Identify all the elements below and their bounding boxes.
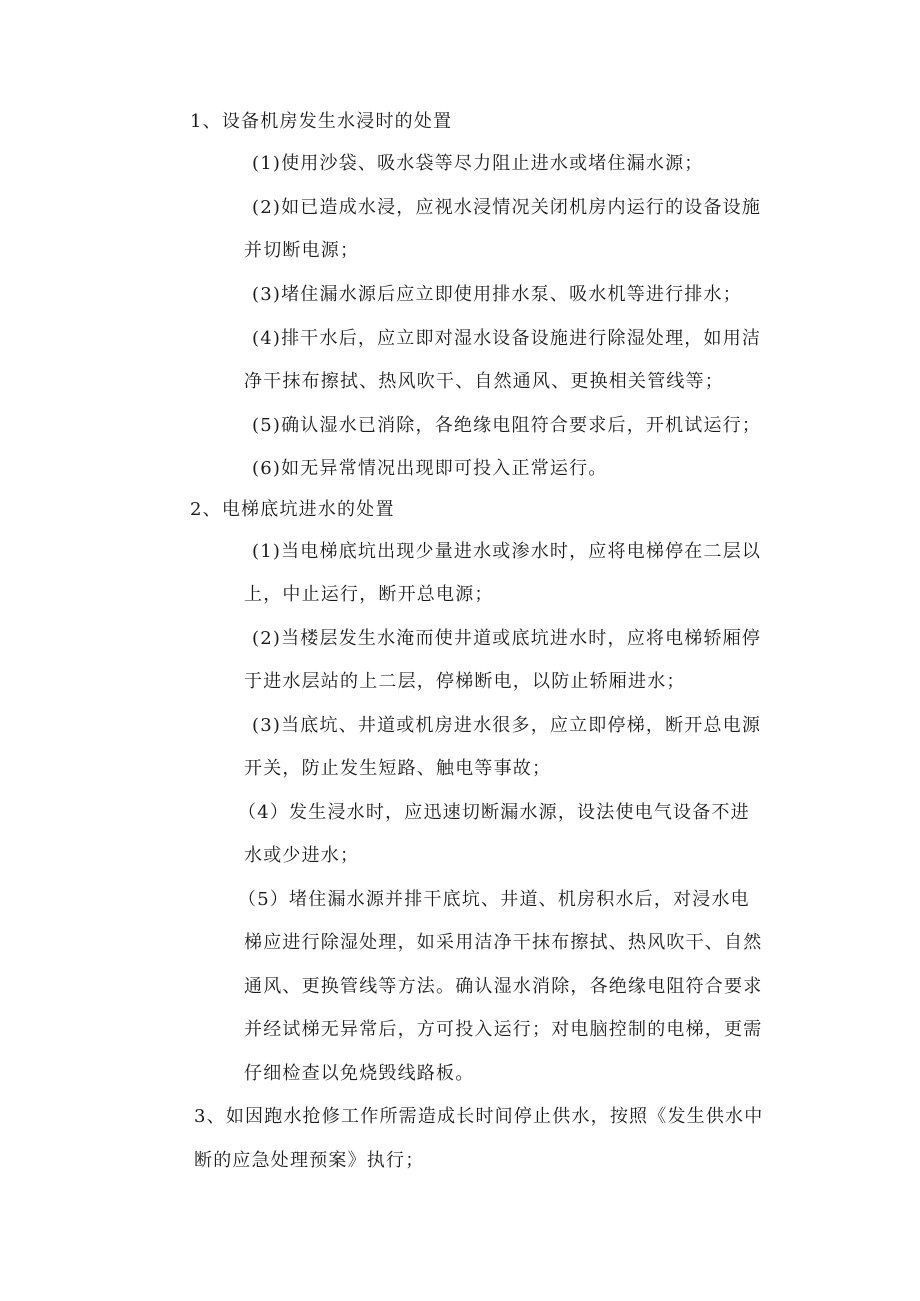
section-2-item-3-cont: 开关，防止发生短路、触电等事故； bbox=[244, 758, 552, 779]
section-1-item-4: (4)排干水后，应立即对湿水设备设施进行除湿处理，如用洁 bbox=[252, 328, 762, 349]
section-1-item-2-cont: 并切断电源； bbox=[244, 240, 360, 261]
section-2-item-4-cont: 水或少进水； bbox=[244, 845, 360, 866]
section-2-heading: 2、电梯底坑进水的处置 bbox=[190, 499, 395, 520]
section-2-item-2: (2)当楼层发生水淹而使井道或底坑进水时，应将电梯轿厢停 bbox=[252, 628, 762, 649]
section-2-item-5-cont-4: 仔细检查以免烧毁线路板。 bbox=[244, 1063, 475, 1084]
section-2-item-2-cont: 于进水层站的上二层，停梯断电，以防止轿厢进水； bbox=[244, 671, 686, 692]
section-2-item-4: （4）发生浸水时，应迅速切断漏水源，设法使电气设备不进 bbox=[238, 802, 750, 823]
section-2-item-5: （5）堵住漏水源并排干底坑、井道、机房积水后，对浸水电 bbox=[238, 889, 750, 910]
section-3-heading: 3、如因跑水抢修工作所需造成长时间停止供水，按照《发生供水中 bbox=[194, 1106, 764, 1127]
section-2-item-5-cont-1: 梯应进行除湿处理，如采用洁净干抹布擦拭、热风吹干、自然 bbox=[244, 932, 763, 953]
section-1-heading: 1、设备机房发生水浸时的处置 bbox=[190, 111, 453, 132]
section-2-item-1: (1)当电梯底坑出现少量进水或渗水时，应将电梯停在二层以 bbox=[252, 541, 762, 562]
section-2-item-1-cont: 上，中止运行，断开总电源； bbox=[244, 584, 494, 605]
section-1-item-2: (2)如已造成水浸，应视水浸情况关闭机房内运行的设备设施 bbox=[252, 197, 762, 218]
section-2-item-5-cont-3: 并经试梯无异常后，方可投入运行；对电脑控制的电梯，更需 bbox=[244, 1019, 763, 1040]
section-1-item-5: (5)确认湿水已消除，各绝缘电阻符合要求后，开机试运行； bbox=[252, 415, 762, 436]
section-3-heading-cont: 断的应急处理预案》执行； bbox=[194, 1150, 425, 1171]
section-1-item-4-cont: 净干抹布擦拭、热风吹干、自然通风、更换相关管线等； bbox=[244, 371, 724, 392]
section-2-item-5-cont-2: 通风、更换管线等方法。确认湿水消除，各绝缘电阻符合要求 bbox=[244, 976, 763, 997]
section-1-item-6: (6)如无异常情况出现即可投入正常运行。 bbox=[252, 458, 608, 479]
section-2-item-3: (3)当底坑、井道或机房进水很多，应立即停梯，断开总电源 bbox=[252, 715, 762, 736]
section-1-item-1: (1)使用沙袋、吸水袋等尽力阻止进水或堵住漏水源； bbox=[252, 153, 704, 174]
section-1-item-3: (3)堵住漏水源后应立即使用排水泵、吸水机等进行排水； bbox=[252, 284, 742, 305]
